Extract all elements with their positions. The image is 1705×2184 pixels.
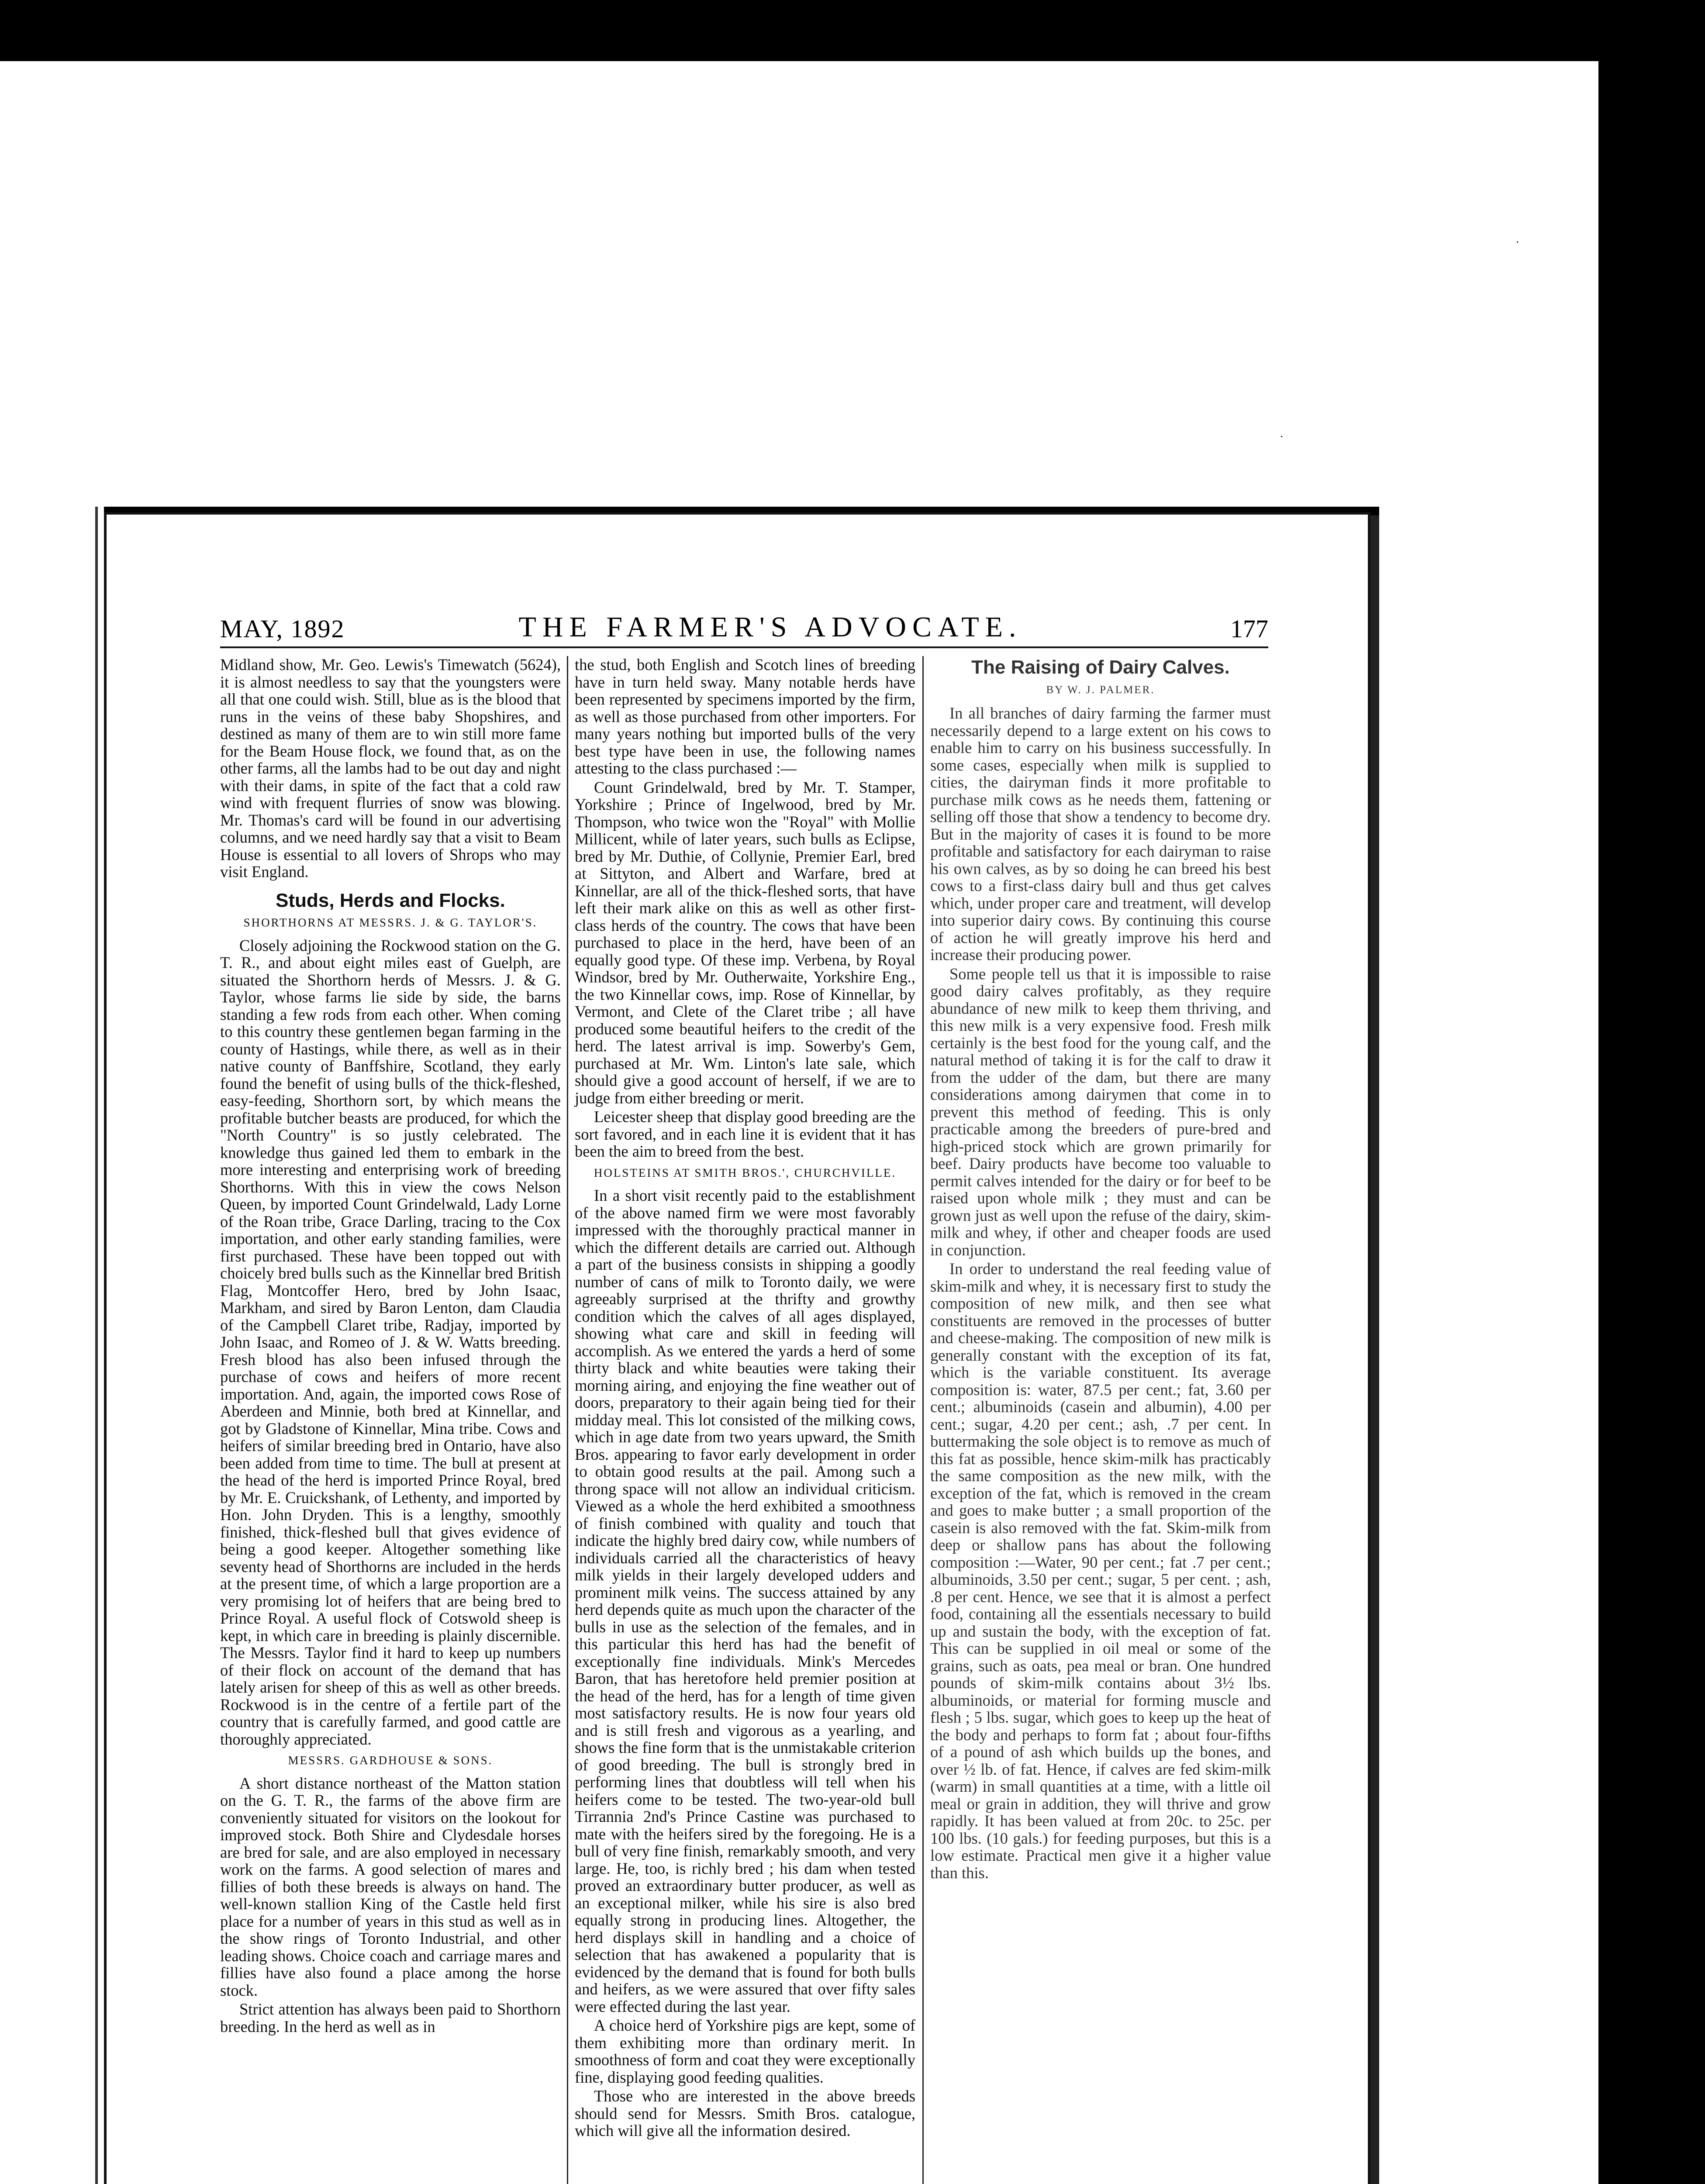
issue-date: MAY, 1892 xyxy=(220,615,345,643)
column-1 xyxy=(220,656,561,2037)
section-heading: Studs, Herds and Flocks. xyxy=(276,889,505,911)
column-divider xyxy=(922,656,924,2184)
header-rule xyxy=(220,646,1268,648)
page-edge-rule xyxy=(95,507,98,2184)
article-paragraph: Closely adjoining the Rockwood station on the G. T. R., and about eight miles east of Guelph, are situated the Shorthorn herds of Messrs. J. & G. Taylor, whose farms lie side by side, the barns standing a few rods from each other. When coming to this country these gentlemen began farming in the county of Hastings, while there, as well as in their native county of Banffshire, Scotland, they early found the benefit of using bulls of the thick-fleshed, easy-feeding, Shorthorn sort, by which means the profitable butcher beasts are produced, for which the "North Country" is so justly celebrated. The knowledge thus gained led them to embark in the more interesting and enterprising work of breeding Shorthorns. With this in view the cows Nelson Queen, by imported Count Grindelwald, Lady Lorne of the Roan tribe, Grace Darling, tracing to the Cox importation, and other early standing families, were first purchased. These have been topped out with choicely bred bulls such as the Kinnellar bred British Flag, Montcoffer Hero, bred by John Isaac, Markham, and sired by Baron Lenton, dam Claudia of the Campbell Claret tribe, Radjay, imported by John Isaac, and Romeo of J. & W. Watts breeding. Fresh blood has also been infused through the purchase of cows and heifers of more recent importation. And, again, the imported cows Rose of Aberdeen and Minnie, both bred at Kinnellar, and got by Gladstone of Kinnellar, Mina tribe. Cows and heifers of similar breeding bred in Ontario, have also been added from time to time. The bull at present at the head of the herd is imported Prince Royal, bred by Mr. E. Cruickshank, of Lethenty, and imported by Hon. John Dryden. This is a lengthy, smoothly finished, thick-fleshed bull that gives evidence of being a good keeper. Altogether something like seventy head of Shorthorns are included in the herds at the present time, of which a large proportion are a very promising lot of heifers that are being bred to Prince Royal. A useful flock of Cotswold sheep is kept, in which care in breeding is plainly discernible. The Messrs. Taylor find it hard to keep up numbers of their flock on account of the demand that has lately arisen for sheep of this as well as other breeds. Rockwood is in the centre of a fertile part of the country that is carefully farmed, and good cattle are thoroughly appreciated. xyxy=(220,936,561,1748)
column-divider xyxy=(567,656,568,2184)
page-shadow xyxy=(1370,515,1379,2184)
scan-speck: · xyxy=(1515,236,1520,249)
article-paragraph: Some people tell us that it is impossible to raise good dairy calves profitably, as they require abundance of new milk to keep them thriving, and this new milk is a very expensive food. Fresh milk certainly is the best food for the young calf, and the natural method of taking it is for the calf to draw it from the udder of the dam, but there are many considerations among dairymen that come in to prevent this method of feeding. This is only practicable among the breeders of pure-bred and high-priced stock which are grown primarily for beef. Dairy products have become too valuable to permit calves intended for the dairy or for beef to be raised upon whole milk ; they must and can be grown just as well upon the refuse of the dairy, skim-milk and whey, if other and cheaper foods are used in conjunction. xyxy=(930,964,1271,1259)
scan-margin-top xyxy=(0,61,1598,507)
article-paragraph: the stud, both English and Scotch lines of breeding have in turn held sway. Many notable herds have been represented by specimens imported by the firm, as well as those purchased from other importers. For many years nothing but imported bulls of the very best type have been in use, the following names attesting to the class purchased :— xyxy=(575,656,915,777)
article-paragraph: Strict attention has always been paid to Shorthorn breeding. In the herd as well as in xyxy=(220,2000,561,2035)
column-3 xyxy=(930,656,1271,1883)
newspaper-page xyxy=(104,512,1370,2184)
article-paragraph: A short distance northeast of the Matton station on the G. T. R., the farms of the above firm are conveniently situated for visitors on the lookout for improved stock. Both Shire and Clydesdale horses are bred for sale, and are also employed in necessary work on the farms. A good selection of mares and fillies of both these breeds is always on hand. The well-known stallion King of the Castle held first place for a number of years in this stud as well as in the show rings of Toronto Industrial, and other leading shows. Choice coach and carriage mares and fillies have also found a place among the horse stock. xyxy=(220,1774,561,1999)
article-subhead: HOLSTEINS AT SMITH BROS.', CHURCHVILLE. xyxy=(594,1166,897,1179)
masthead-title: THE FARMER'S ADVOCATE. xyxy=(518,611,1022,643)
article-paragraph: Count Grindelwald, bred by Mr. T. Stamper, Yorkshire ; Prince of Ingelwood, bred by Mr. Thompson, who twice won the "Royal" with Mollie Millicent, while of later years, such bulls as Eclipse, bred by Mr. Duthie, of Collynie, Premier Earl, bred at Sittyton, and Albert and Warfare, bred at Kinnellar, are all of the thick-fleshed sorts, that have left their mark alike on this as well as other first-class herds of the country. The cows that have been purchased to place in the herd, have been of an equally good type. Of these imp. Verbena, by Royal Windsor, bred by Mr. Outherwaite, Yorkshire Eng., the two Kinnellar cows, imp. Rose of Kinnellar, by Vermont, and Clete of the Claret tribe ; all have produced some beautiful heifers to the credit of the herd. The latest arrival is imp. Sowerby's Gem, purchased at Mr. Wm. Linton's late sale, which should give a good account of herself, if we are to judge from either breeding or merit. xyxy=(575,778,915,1107)
article-heading: The Raising of Dairy Calves. xyxy=(971,657,1230,678)
article-paragraph: In order to understand the real feeding value of skim-milk and whey, it is necessary first to study the composition of new milk, and then see what constituents are removed in the processes of butter and cheese-making. The composition of new milk is generally constant with the exception of its fat, which is the variable constituent. Its average composition is: water, 87.5 per cent.; fat, 3.60 per cent.; albuminoids (casein and albumin), 4.00 per cent.; sugar, 4.20 per cent.; ash, .7 per cent. In buttermaking the sole object is to remove as much of this fat as possible, hence skim-milk has practicably the same composition as the new milk, with the exception of the fat, which is removed in the cream and goes to make butter ; a small proportion of the casein is also removed with the fat. Skim-milk from deep or shallow pans has about the following composition :—Water, 90 per cent.; fat .7 per cent.; albuminoids, 3.50 per cent.; sugar, 5 per cent. ; ash, .8 per cent. Hence, we see that it is almost a perfect food, containing all the essentials necessary to build up and sustain the body, with the exception of fat. This can be supplied in oil meal or some of the grains, such as oats, pea meal or bran. One hundred pounds of skim-milk contains about 3½ lbs. albuminoids, or material for forming muscle and flesh ; 5 lbs. sugar, which goes to keep up the heat of the body and perhaps to form fat ; about four-fifths of a pound of ash which builds up the bones, and over ½ lb. of fat. Hence, if calves are fed skim-milk (warm) in small quantities at a time, with a little oil meal or grain in addition, they will thrive and grow rapidly. It has been valued at from 20c. to 25c. per 100 lbs. (10 gals.) for feeding purposes, but this is a low estimate. Practical men give it a higher value than this. xyxy=(930,1260,1271,1882)
article-continuation: Midland show, Mr. Geo. Lewis's Timewatch (5624), it is almost needless to say that the youngsters were all that one could wish. Still, blue as is the blood that runs in the veins of these baby Shopshires, and destined as many of them are to win still more fame for the Beam House flock, we found that, as on the other farms, all the lambs had to be out day and night with their dams, in spite of the fact that a cold raw wind with frequent flurries of snow was blowing. Mr. Thomas's card will be found in our advertising columns, and we need hardly say that a visit to Beam House is essential to all lovers of Shrops who may visit England. xyxy=(220,656,561,881)
previous-page-edge xyxy=(0,507,104,2184)
article-paragraph: Leicester sheep that display good breeding are the sort favored, and in each line it is evident that it has been the aim to breed from the best. xyxy=(575,1108,915,1160)
article-paragraph: A choice herd of Yorkshire pigs are kept, some of them exhibiting more than ordinary merit. In smoothness of form and coat they were exceptionally fine, displaying good feeding qualities. xyxy=(575,2016,915,2086)
article-byline: BY W. J. PALMER. xyxy=(1046,684,1155,696)
scan-margin-right xyxy=(1379,507,1598,2184)
article-subhead: SHORTHORNS AT MESSRS. J. & G. TAYLOR'S. xyxy=(243,916,538,929)
article-paragraph: In a short visit recently paid to the establishment of the above named firm we were most favorably impressed with the thoroughly practical manner in which the different details are carried out. Although a part of the business consists in shipping a goodly number of cans of milk to Toronto daily, we were agreeably surprised at the thrifty and growthy condition which the calves of all ages displayed, showing what care and skill in feeding will accomplish. As we entered the yards a herd of some thirty black and white beauties were taking their morning airing, and enjoying the fine weather out of doors, preparatory to their again being tied for their midday meal. This lot consisted of the milking cows, which in age date from two years upward, the Smith Bros. appearing to favor early development in order to obtain good results at the pail. Among such a throng space will not allow an individual criticism. Viewed as a whole the herd exhibited a smoothness of finish combined with quality and touch that indicate the highly bred dairy cow, while numbers of individuals carried all the characteristics of heavy milk yields in their largely developed udders and prominent milk veins. The success attained by any herd depends quite as much upon the character of the bulls in use as the selection of the females, and in this particular this herd has had the benefit of exceptionally fine individuals. Mink's Mercedes Baron, that has heretofore held premier position at the head of the herd, has for a length of time given most satisfactory results. He is now four years old and is still fresh and vigorous as a yearling, and shows the fine form that is the unmistakable criterion of good breeding. The bull is strongly bred in performing lines that doubtless will tell when his heifers come to be tested. The two-year-old bull Tirrannia 2nd's Prince Castine was purchased to mate with the heifers sired by the foregoing. He is a bull of very fine finish, remarkably smooth, and very large. He, too, is richly bred ; his dam when tested proved an extraordinary butter producer, as well as an exceptional milker, while his sire is also bred equally strong in producing lines. Altogether, the herd displays skill in handling and a choice of selection that has awakened a popularity that is evidenced by the demand that is found for both bulls and heifers, as we were assured that over fifty sales were effected during the last year. xyxy=(575,1186,915,2015)
scan-speck: · xyxy=(1280,430,1284,444)
column-2 xyxy=(575,656,915,2141)
article-subhead: MESSRS. GARDHOUSE & SONS. xyxy=(288,1754,493,1767)
page-header xyxy=(220,611,1268,659)
page-number: 177 xyxy=(1230,615,1268,643)
article-paragraph: In all branches of dairy farming the farmer must necessarily depend to a large extent on his cows to enable him to carry on his business successfully. In some cases, especially when milk is supplied to cities, the dairyman finds it more profitable to purchase milk cows as he needs them, fattening or selling off those that show a tendency to become dry. But in the majority of cases it is found to be more profitable and satisfactory for each dairyman to raise his own calves, as by so doing he can breed his best cows to a first-class dairy bull and thus get calves which, under proper care and treatment, will develop into superior dairy cows. By continuing this course of action he will greatly improve his herd and increase their producing power. xyxy=(930,704,1271,964)
article-paragraph: Those who are interested in the above breeds should send for Messrs. Smith Bros. catalogue, which will give all the information desired. xyxy=(575,2087,915,2139)
